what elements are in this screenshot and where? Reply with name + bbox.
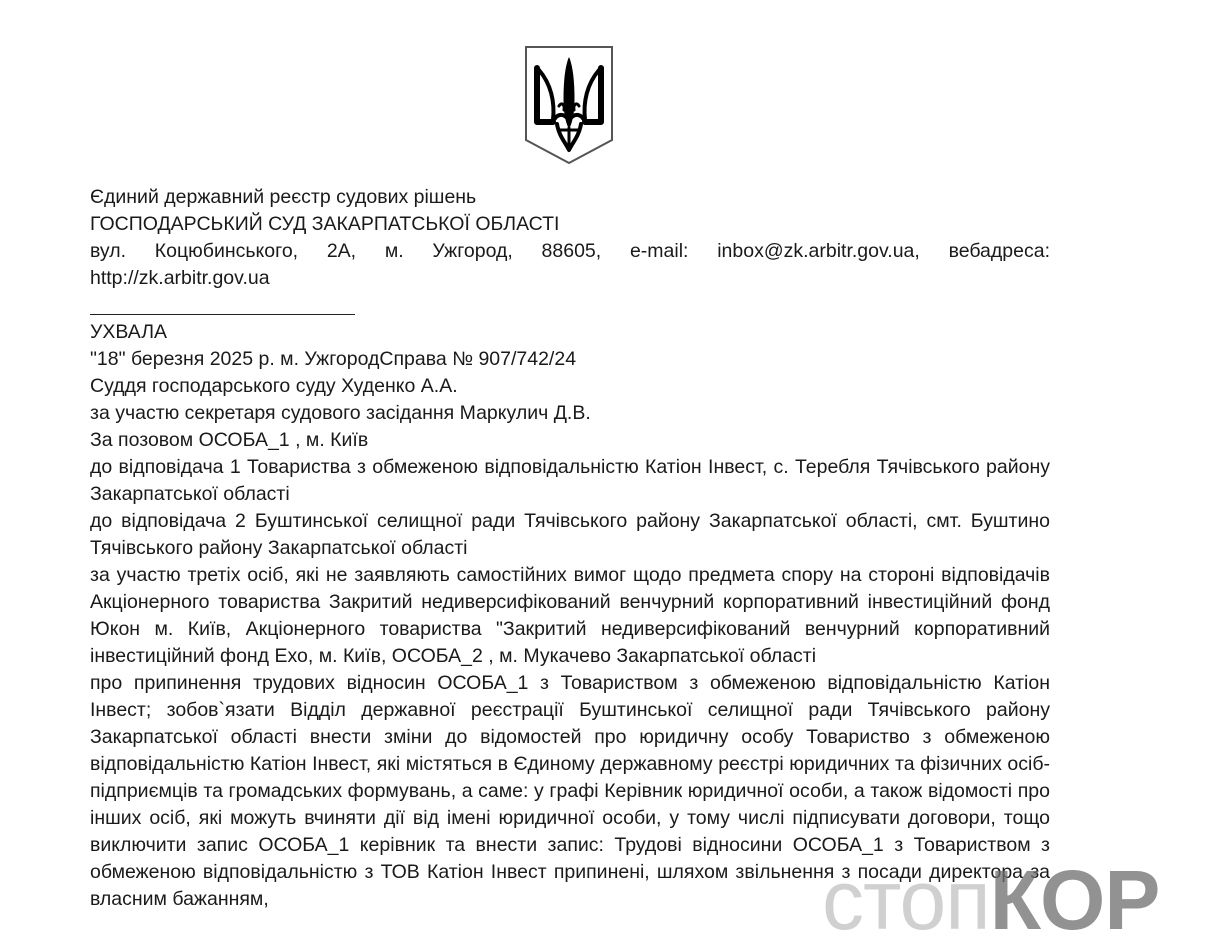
- court-decision-document: [90, 184, 1050, 913]
- court-address: вул. Коцюбинського, 2А, м. Ужгород, 88605, e-mail: inbox@zk.arbitr.gov.ua, вебадреса:: [90, 240, 1050, 262]
- defendant-1: до відповідача 1 Товариства з обмеженою відповідальністю Катіон Інвест, с. Теребля Тячівського району Закарпатської області: [90, 456, 1050, 505]
- claim-subject: про припинення трудових відносин ОСОБА_1 з Товариством з обмеженою відповідальністю Катіон Інвест; зобов`язати Відділ державної реєстрації Буштинської селищної ради Тячівського району Закарпатської області внести зміни до відомостей про юридичну особу Товариство з обмеженою відповідальністю Катіон Інвест, які містяться в Єдиному державному реєстрі юридичних та фізичних осіб-підприємців та громадських формувань, а саме: у графі Керівник юридичної особи, а також відомості про інших осіб, які можуть вчиняти дії від імені юридичної особи, у тому числі підписувати договори, тощо виключити запис ОСОБА_1 керівник та внести запис: Трудові відносини ОСОБА_1 з Товариством з обмеженою відповідальністю з ТОВ Катіон Інвест припинені, шляхом звільнення з посади директора за власним бажанням,: [90, 672, 1050, 910]
- third-parties: за участю третіх осіб, які не заявляють самостійних вимог щодо предмета спору на стороні відповідачів Акціонерного товариства Закритий недиверсифікований венчурний корпоративний інвестиційний фонд Юкон м. Київ, Акціонерного товариства "Закритий недиверсифікований венчурний корпоративний інвестиційний фонд Ехо, м. Київ, ОСОБА_2 , м. Мукачево Закарпатської області: [90, 564, 1050, 667]
- registry-name: Єдиний державний реєстр судових рішень: [90, 186, 477, 208]
- court-website-link[interactable]: http://zk.arbitr.gov.ua: [90, 267, 270, 289]
- plaintiff: За позовом ОСОБА_1 , м. Київ: [90, 429, 369, 451]
- watermark-dark-part: КОР: [989, 853, 1160, 947]
- date-and-case-number: "18" березня 2025 р. м. УжгородСправа № 907/742/24: [90, 348, 577, 370]
- coat-of-arms-emblem: [523, 44, 615, 166]
- court-name: ГОСПОДАРСЬКИЙ СУД ЗАКАРПАТСЬКОЇ ОБЛАСТІ: [90, 213, 560, 235]
- judge-name: Суддя господарського суду Худенко А.А.: [90, 375, 458, 397]
- watermark-light-part: стоп: [822, 853, 990, 947]
- document-type-title: УХВАЛА: [90, 321, 167, 343]
- defendant-2: до відповідача 2 Буштинської селищної ради Тячівського району Закарпатської області, смт. Буштино Тячівського району Закарпатської області: [90, 510, 1050, 559]
- ukraine-trident-icon: [523, 44, 615, 166]
- separator-line: [90, 314, 355, 315]
- secretary-name: за участю секретаря судового засідання Маркулич Д.В.: [90, 402, 591, 424]
